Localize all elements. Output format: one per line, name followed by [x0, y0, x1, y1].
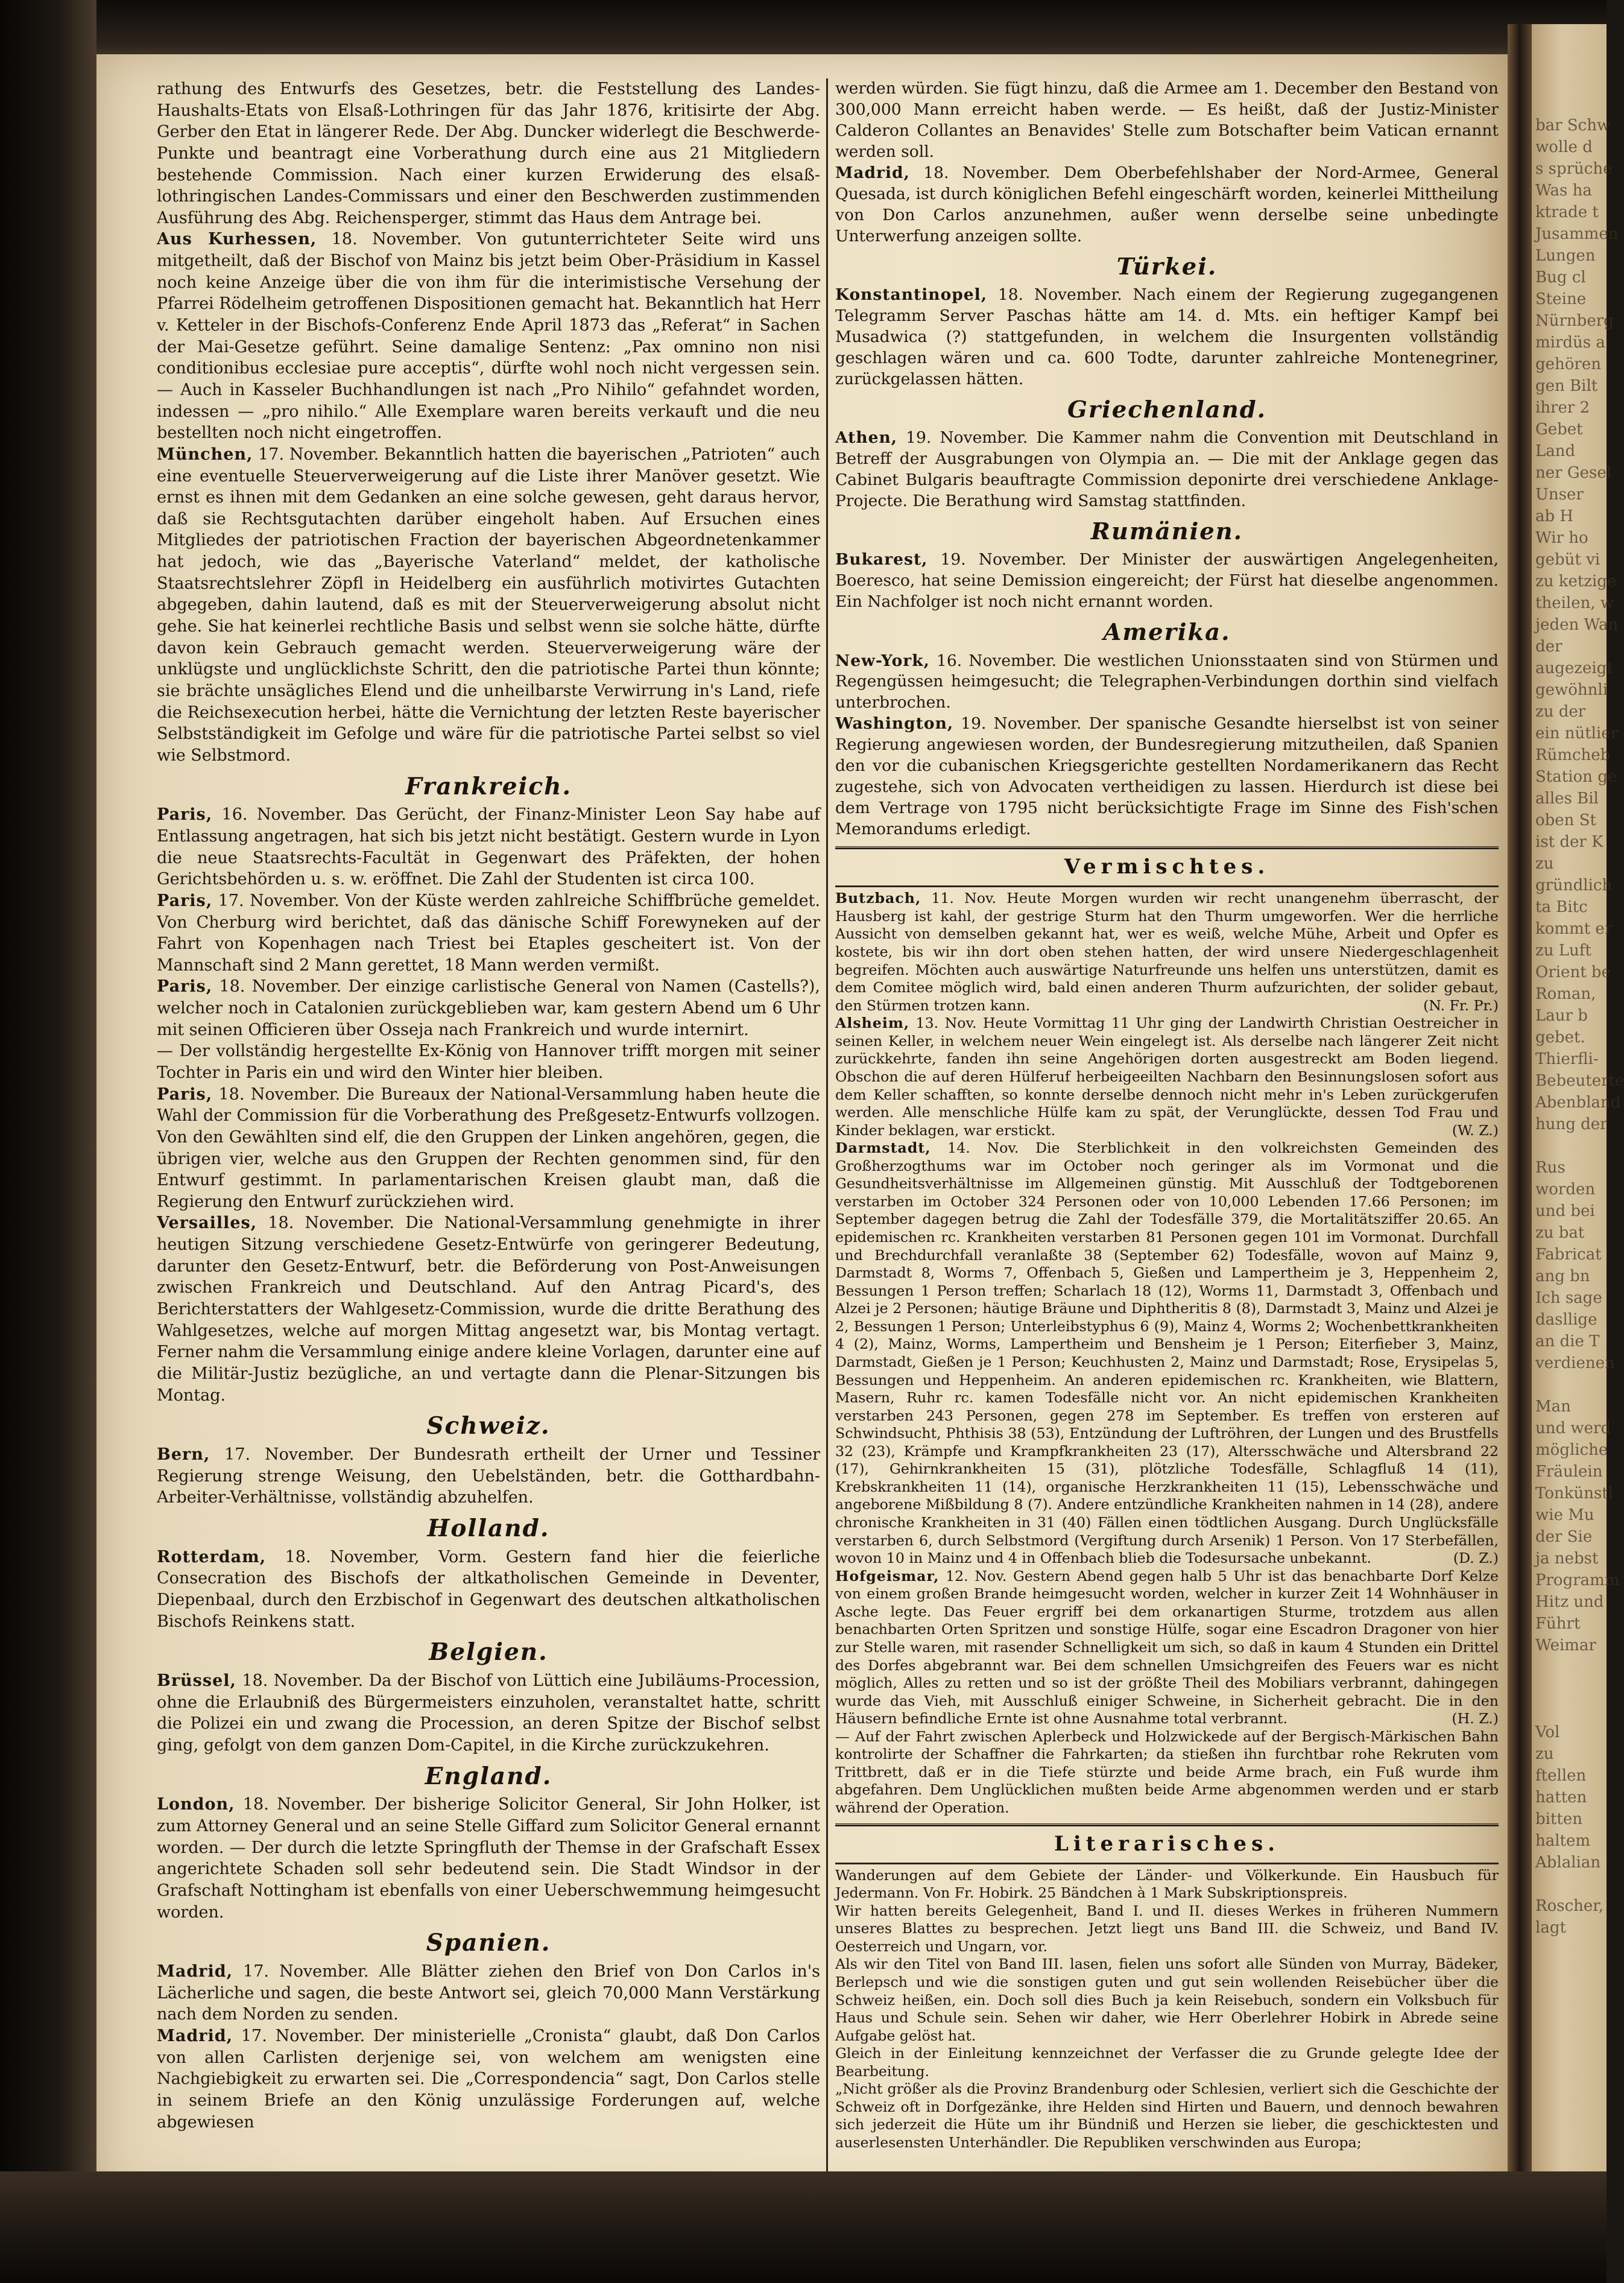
news-text: 18. November, Vorm. Gestern fand hier die feierliche Consecration des Bischofs der altkatholischen Gemeinde in Deventer, Diepenbaal, durch den Erzbischof in Gegenwart des deutschen altkatholischen Bischofs Reinkens statt. — [157, 1547, 820, 1631]
dateline-place: Madrid, — [835, 163, 910, 182]
facing-page-fragment: zu bat — [1535, 1224, 1585, 1242]
facing-page-fragment: verdienen — [1535, 1354, 1615, 1372]
facing-page-fragment: ftellen — [1535, 1767, 1587, 1785]
literarisches-heading: Literarisches. — [1054, 1831, 1280, 1856]
facing-page-fragment: theilen, w — [1535, 594, 1614, 612]
dateline-place: Alsheim, — [835, 1015, 910, 1032]
facing-page-fragment: bar Schw — [1535, 116, 1611, 135]
facing-page-fragment — [1535, 1873, 1607, 1895]
facing-page-fragment: und bei — [1535, 1202, 1595, 1220]
news-item — [157, 444, 820, 767]
scan-left-edge — [0, 0, 96, 2283]
facing-page-fragment: gründlich — [1535, 876, 1613, 895]
facing-page-fragment: Unser — [1535, 486, 1584, 504]
news-text: 18. November. Nach einem der Regierung zugegangenen Telegramm Server Paschas hätte am 14. d. Mts. ein heftiger Kampf bei Musadwica (?) stattgefunden, in welchem die Insurgenten vollständig geschlagen wären und ca. 600 Todte, darunter zahlreiche Montenegriner, zurückgelassen hätten. — [835, 285, 1499, 389]
dateline-place: Darmstadt, — [835, 1139, 931, 1157]
facing-page-fragment: hung der — [1535, 1115, 1608, 1133]
vermischtes-heading: Vermischtes. — [1064, 855, 1270, 879]
news-text: 18. November. Von gutunterrichteter Seite wird uns mitgetheilt, daß der Bischof von Mainz bis jetzt beim Ober-Präsidium in Kassel noch keine Anzeige über die von ihm für die interimistische Versehung der Pfarrei Rödelheim getroffenen Dispositionen gemacht hat. Bekanntlich hat Herr v. Ketteler in der Bischofs-Conferenz Ende April 1873 das „Referat“ in Sachen der Mai-Gesetze geführt. Seine damalige Sentenz: „Pax omnino non nisi conditionibus ecclesiae pure acceptis“, dürfte wohl noch nicht vergessen sein. — Auch in Kasseler Buchhandlungen ist nach „Pro Nihilo“ gefahndet worden, indessen — „pro nihilo.“ Alle Exemplare waren bereits verkauft und die neu bestellten noch nicht eingetroffen. — [157, 230, 820, 443]
facing-page-fragment: Man — [1535, 1398, 1571, 1416]
facing-page-fragment: und werd — [1535, 1419, 1611, 1437]
news-text: 17. November. Der ministerielle „Cronista“ glaubt, daß Don Carlos von allen Carlisten derjenige sei, von welchem am wenigsten eine Nachgiebigkeit zu erwarten sei. Die „Correspondencia“ sagt, Don Carlos stelle in seinem Briefe an den König unzulässige Forderungen auf, welche abgewiesen — [157, 2027, 820, 2132]
facing-page-fragment: alles Bil — [1535, 790, 1599, 808]
news-item — [157, 1084, 820, 1213]
dateline-place: Athen, — [835, 428, 897, 448]
facing-page-fragment: jeden Wan — [1535, 616, 1619, 634]
source-credit: (N. Fr. Pr.) — [1423, 996, 1499, 1014]
section-heading: Schweiz. — [426, 1412, 551, 1440]
facing-page-fragment: Führt — [1535, 1615, 1581, 1633]
facing-page-fragment: mögliche — [1535, 1441, 1608, 1459]
facing-page-fragment: haltem — [1535, 1832, 1591, 1850]
dateline-place: Washington, — [835, 714, 954, 733]
section-rule — [835, 846, 1499, 849]
facing-page-fragment: der — [1535, 638, 1562, 656]
dateline-place: Hofgeismar, — [835, 1567, 940, 1585]
facing-page-fragment: Bug cl — [1535, 268, 1586, 287]
news-item — [157, 976, 820, 1040]
section-heading: Türkei. — [1116, 253, 1218, 280]
news-item — [835, 163, 1499, 247]
facing-page-fragment: lagt — [1535, 1919, 1566, 1937]
news-item — [157, 1670, 820, 1756]
facing-page-fragment — [1535, 1700, 1607, 1721]
facing-page-fragment: ja nebst — [1535, 1550, 1599, 1568]
news-item — [157, 890, 820, 977]
facing-page-fragment: s sprüche — [1535, 160, 1613, 178]
facing-page-fragment: zu — [1535, 855, 1554, 873]
dateline-place: Versailles, — [157, 1214, 258, 1233]
facing-page-fragment — [1535, 1135, 1607, 1157]
dateline-place: Paris, — [157, 891, 213, 910]
dateline-place: Rotterdam, — [157, 1547, 267, 1566]
facing-page-fragment: Roman, — [1535, 985, 1596, 1003]
facing-page-fragment: gebüt vi — [1535, 551, 1600, 569]
literarisches-paragraph: Wanderungen auf dem Gebiete der Länder- und Völkerkunde. Ein Hausbuch für Jedermann. Von Fr. Hobirk. 25 Bändchen à 1 Mark Subskriptionspreis. — [835, 1866, 1499, 1902]
facing-page-fragment: ner Gesel — [1535, 464, 1612, 482]
news-text: 17. November. Bekanntlich hatten die bayerischen „Patrioten“ auch eine eventuelle Steuerverweigerung auf die Liste ihrer Manöver gesetzt. Wie ernst es ihnen mit dem Gedanken an eine solche gewesen, geht daraus hervor, daß sie Rechtsgutachten darüber eingeholt haben. Auf Ersuchen eines Mitgliedes der patriotischen Fraction der bayerischen Abgeordnetenkammer hat jedoch, wie das „Bayerische Vaterland“ meldet, der katholische Staatsrechtslehrer Zöpfl in Heidelberg ein ausführlich motivirtes Gutachten abgegeben, dahin lautend, daß es mit der Steuerverweigerung absolut nicht gehe. Sie hat keinerlei rechtliche Basis und selbst wenn sie solche hätte, dürfte davon kein Gebrauch gemacht werden. Steuerverweigerung wäre der unklügste und unglücklichste Schritt, den die patriotische Partei thun könnte; sie brächte unsägliches Elend und die unheilbarste Verwirrung in's Land, riefe die Reichsexecution herbei, hätte die Vernichtung der letzten Reste bayerischer Selbstständigkeit im Gefolge und wäre für die patriotische Partei selbst so viel wie Selbstmord. — [157, 445, 820, 765]
news-item — [157, 2025, 820, 2133]
facing-page-fragment: mirdüs a — [1535, 334, 1605, 352]
section-rule — [835, 1823, 1499, 1826]
news-text: 18. November. Der bisherige Solicitor General, Sir John Holker, ist zum Attorney General und an seine Stelle Giffard zum Solicitor General ernannt worden. — Der durch die letzte Springfluth der Themse in der Grafschaft Essex angerichtete Schaden soll sehr bedeutend sein. Die Stadt Windsor in der Grafschaft Nottingham ist ebenfalls von einer Ueberschwemmung heimgesucht worden. — [157, 1795, 820, 1922]
facing-page-fragment: ein nütlier — [1535, 724, 1619, 743]
news-item — [835, 651, 1499, 714]
facing-page-fragment: hatten — [1535, 1788, 1587, 1806]
right-column — [835, 78, 1499, 2152]
facing-page-fragment: Fabricat — [1535, 1246, 1602, 1264]
news-paragraph: werden würden. Sie fügt hinzu, daß die Armee am 1. December den Bestand von 300,000 Mann erreicht haben werde. — Es heißt, daß der Justiz-Minister Calderon Collantes an Benavides' Stelle zum Botschafter beim Vatican ernannt werden soll. — [835, 79, 1499, 161]
section-heading: Griechenland. — [1067, 396, 1267, 423]
dateline-place: Paris, — [157, 1085, 213, 1104]
facing-page-fragment: Hitz und — [1535, 1593, 1604, 1611]
facing-page-text — [1532, 24, 1624, 1939]
news-text: 18. November. Dem Oberbefehlshaber der Nord-Armee, General Quesada, ist durch königlichen Befehl eingeschärft worden, keinerlei Mittheilung von Don Carlos anzunehmen, außer wenn derselbe seine unbedingte Unterwerfung anzeigen sollte. — [835, 163, 1499, 245]
facing-page-fragment: Steine — [1535, 290, 1587, 308]
facing-page-fragment: zu ketzige — [1535, 572, 1617, 591]
news-text: 19. November. Der Minister der auswärtigen Angelegenheiten, Boeresco, hat seine Demission eingereicht; der Fürst hat dieselbe angenommen. Ein Nachfolger ist noch nicht ernannt worden. — [835, 550, 1499, 612]
facing-page-fragment: bitten — [1535, 1810, 1582, 1828]
vermischtes-section — [835, 890, 1499, 1817]
literarisches-paragraph: Gleich in der Einleitung kennzeichnet der Verfasser die zu Grunde gelegte Idee der Bearbeitung. — [835, 2045, 1499, 2080]
news-item — [835, 285, 1499, 390]
facing-page-fragment: worden — [1535, 1180, 1596, 1198]
news-text: 11. Nov. Heute Morgen wurden wir recht unangenehm überrascht, der Hausberg ist kahl, der gestrige Sturm hat den Thurm umgeworfen. Wer die herrliche Aussicht von demselben gekannt hat, wer es weiß, welche Mühe, Arbeit und Opfer es kostete, bis wir ihn dort oben stehen hatten, der wird unsere Niedergeschlagenheit begreifen. Möchten auch auswärtige Naturfreunde uns helfen uns unterstützen, damit es dem Comitee möglich wird, bald einen anderen Thurm aufzurichten, der solider gebaut, den Stürmen trotzen kann. — [835, 890, 1499, 1014]
facing-page-fragment: Abenbland — [1535, 1094, 1621, 1112]
facing-page-fragment: dasllige — [1535, 1311, 1597, 1329]
dateline-place: Konstantinopel, — [835, 285, 987, 305]
news-item — [157, 804, 820, 890]
facing-page-fragment: Gebet — [1535, 420, 1583, 439]
literarisches-section — [835, 1867, 1499, 2152]
dateline-place: München, — [157, 445, 253, 464]
facing-page-fragment: zu — [1535, 1745, 1554, 1763]
section-heading: England. — [425, 1762, 552, 1790]
section-heading: Amerika. — [1103, 619, 1231, 647]
section-rule — [835, 1863, 1499, 1864]
facing-page-fragment: Jusammen — [1535, 225, 1619, 243]
facing-page-fragment: Fräulein — [1535, 1463, 1603, 1481]
facing-page-fragment: Station ge — [1535, 768, 1617, 786]
facing-page-fragment: Nürnberg — [1535, 312, 1614, 330]
facing-page-fragment: augezeigt — [1535, 659, 1613, 677]
news-text: 16. November. Das Gerücht, der Finanz-Minister Leon Say habe auf Entlassung angetragen, hat sich bis jetzt nicht bestätigt. Gestern wurde in Lyon die neue Staatsrechts-Facultät in Gegenwart des Präfekten, der hohen Gerichtsbehörden u. s. w. eröffnet. Die Zahl der Studenten ist circa 100. — [157, 805, 820, 889]
news-text: 18. November. Die National-Versammlung genehmigte in ihrer heutigen Sitzung verschiedene Gesetz-Entwürfe von geringerer Bedeutung, darunter den Gesetz-Entwurf, betr. die Beförderung von Post-Anweisungen zwischen Frankreich und Deutschland. Auf den Antrag Picard's, des Berichterstatters der Wahlgesetz-Commission, wurde die dritte Berathung des Wahlgesetzes, welche auf morgen Mittag angesetzt war, bis Montag vertagt. Ferner nahm die Versammlung einige andere kleine Vorlagen, darunter eine auf die Militär-Justiz bezügliche, an und vertagte dann die Plenar-Sitzungen bis Montag. — [157, 1214, 820, 1405]
facing-page-fragment: Orient be — [1535, 963, 1611, 981]
vermischtes-item — [835, 890, 1499, 1015]
facing-page-fragment: Weimar — [1535, 1636, 1596, 1654]
facing-page-fragment: Ich sage — [1535, 1289, 1602, 1307]
news-text: 17. November. Der Bundesrath ertheilt der Urner und Tessiner Regierung strenge Weisung, den Uebelständen, betr. die Gotthardbahn-Arbeiter-Verhältnisse, vollständig abzuhelfen. — [157, 1445, 820, 1507]
facing-page-fragment: oben St — [1535, 811, 1596, 829]
literarisches-paragraph: Wir hatten bereits Gelegenheit, Band I. und II. dieses Werkes in früheren Nummern unseres Blattes zu besprechen. Jetzt liegt uns Band III. die Schweiz, und Band IV. Oesterreich und Ungarn, vor. — [835, 1902, 1499, 1955]
dateline-place: Paris, — [157, 977, 213, 996]
facing-page-fragment: Land — [1535, 442, 1576, 460]
facing-page-fragment: Rus — [1535, 1159, 1566, 1177]
facing-page-fragment: Tonkünstl — [1535, 1484, 1614, 1502]
facing-page-fragment: ist der K — [1535, 833, 1603, 851]
facing-page-fragment: gen Bilt — [1535, 377, 1598, 395]
facing-page-fragment: ihrer 2 — [1535, 399, 1590, 417]
facing-page-fragment — [1535, 1678, 1607, 1700]
facing-page-fragment: zu Luft — [1535, 942, 1591, 960]
source-credit: (W. Z.) — [1452, 1121, 1499, 1139]
facing-page-fragment: gehören — [1535, 355, 1601, 373]
facing-page-fragment: Lungen — [1535, 247, 1596, 265]
facing-page-fragment: an die T — [1535, 1332, 1600, 1350]
section-heading: Spanien. — [426, 1929, 551, 1957]
facing-page-fragment: ta Bitc — [1535, 898, 1588, 916]
news-text: 18. November. Der einzige carlistische General von Namen (Castells?), welcher noch in Catalonien zurückgeblieben war, kam gestern Abend um 6 Uhr mit seinen Officieren über Osseja nach Frankreich und wurde internirt. — [157, 977, 820, 1039]
news-text: — Auf der Fahrt zwischen Aplerbeck und Holzwickede auf der Bergisch-Märkischen Bahn kontrolirte der Schaffner die Fahrkarten; da stießen ihn furchtbar rohe Rekruten vom Trittbrett, daß er in die Tiefe stürzte und beide Arme brach, ein Fuß wurde ihm abgefahren. Dem Unglücklichen mußten beide Arme abgenommen werden und er starb während der Operation. — [835, 1727, 1499, 1817]
news-text: 16. November. Die westlichen Unionsstaaten sind von Stürmen und Regengüssen heimgesucht; die Telegraphen-Verbindungen dorthin sind vielfach unterbrochen. — [835, 651, 1499, 712]
dateline-place: Butzbach, — [835, 890, 921, 907]
news-paragraph: rathung des Entwurfs des Gesetzes, betr. die Feststellung des Landes-Haushalts-Etats von Elsaß-Lothringen für das Jahr 1876, kritisirte der Abg. Gerber den Etat in längerer Rede. Der Abg. Duncker widerlegt die Beschwerde-Punkte und beantragt eine Vorberathung durch eine aus 21 Mitgliedern bestehende Commission. Nach einer kurzen Erwiderung des elsaß-lothringischen Landes-Commissars und einer den Beschwerden zustimmenden Ausführung des Abg. Reichensperger, stimmt das Haus dem Antrage bei. — [157, 80, 820, 227]
facing-page-fragment — [1535, 1656, 1607, 1678]
facing-page-fragment: ab H — [1535, 507, 1574, 525]
column-divider — [826, 78, 828, 2177]
news-item — [157, 1547, 820, 1633]
dateline-place: Bern, — [157, 1445, 210, 1464]
right-news-section — [835, 78, 1499, 840]
facing-page-fragment: wolle d — [1535, 138, 1593, 156]
scan-bottom-edge — [0, 2171, 1607, 2283]
facing-page-fragment: Thierfli- — [1535, 1050, 1599, 1068]
facing-page-fragment: gewöhnli — [1535, 681, 1608, 699]
news-text: 18. November. Da der Bischof von Lüttich eine Jubiläums-Procession, ohne die Erlaubniß des Bürgermeisters einzuholen, veranstaltet hatte, schritt die Polizei ein und zwang die Procession, an deren Spitze der Bischof selbst ging, gefolgt von dem ganzen Dom-Capitel, in die Kirche zurückzukehren. — [157, 1671, 820, 1755]
news-text: 17. November. Alle Blätter ziehen den Brief von Don Carlos in's Lächerliche und sagen, die beste Antwort sei, gleich 70,000 Mann Verstärkung nach dem Norden zu senden. — [157, 1962, 820, 2024]
news-item — [835, 714, 1499, 840]
scan-top-edge — [0, 0, 1607, 54]
news-item — [157, 1961, 820, 2025]
literarisches-paragraph: Als wir den Titel von Band III. lasen, fielen uns sofort alle Sünden von Murray, Bädeker, Berlepsch und wie die sonstigen guten und gut sein wollenden Reisebücher über die Schweiz heißen, ein. Doch soll dies Buch ja kein Reisebuch, sondern ein Volksbuch für Haus und Schule sein. Sehen wir daher, wie Herr Oberlehrer Hobirk in Abrede seine Aufgabe gelöst hat. — [835, 1955, 1499, 2044]
dateline-place: London, — [157, 1795, 235, 1814]
dateline-place: Bukarest, — [835, 550, 928, 569]
facing-page-fragment: ktrade t — [1535, 203, 1599, 221]
facing-page-fragment: gebet. — [1535, 1028, 1585, 1047]
vermischtes-item — [835, 1139, 1499, 1568]
section-heading: Belgien. — [429, 1638, 548, 1667]
facing-page-fragment: Bebeuterte — [1535, 1072, 1624, 1090]
section-rule — [835, 885, 1499, 887]
book-gutter — [1508, 24, 1532, 2208]
news-text: 13. Nov. Heute Vormittag 11 Uhr ging der Landwirth Christian Oestreicher in seinen Keller, in welchem neuer Wein eingelegt ist. Als derselbe nach längerer Zeit nicht zurückkehrte, fanden ihn seine Angehörigen dorten ausgestreckt am Boden liegend. Obschon die auf deren Hülferuf herbeigeeilten Nachbarn den Besinnungslosen sofort aus dem Keller schafften, so konnte derselbe dennoch nicht mehr in's Leben zurückgerufen werden. Alle menschliche Hülfe kam zu spät, der Verunglückte, dessen Tod Frau und Kinder beklagen, war erstickt. — [835, 1015, 1499, 1139]
news-item — [157, 1794, 820, 1923]
news-text: 19. November. Der spanische Gesandte hierselbst ist von seiner Regierung angewiesen worden, der Bundesregierung mitzutheilen, daß Spanien den vor die cubanischen Kriegsgerichte gestellten Nordamerikanern das Recht zugestehe, sich von Advocaten vertheidigen zu lassen. Hierdurch ist diese bei dem Vertrage von 1795 nicht berücksichtigte Frage im Sinne des Fish'schen Memorandums erledigt. — [835, 714, 1499, 839]
section-heading: Frankreich. — [405, 772, 572, 800]
news-text: 14. Nov. Die Sterblichkeit in den volkreichsten Gemeinden des Großherzogthums war im October noch geringer als im Vormonat und die Gesundheitsverhältnisse im Allgemeinen günstig. Mit Ausschluß der Todtgeborenen verstarben im October 324 Personen oder von 10,000 Lebenden 17.66 Personen; im September dagegen betrug die Zahl der Todesfälle 379, die Mortalitätsziffer 20.65. An epidemischen rc. Krankheiten verstarben 81 Personen gegen 101 im Vormonat. Durchfall und Brechdurchfall veranlaßte 38 (September 62) Todesfälle, wovon auf Mainz 9, Darmstadt 8, Worms 7, Offenbach 5, Gießen und Lampertheim je 3, Heppenheim 2, Bessungen 1 Person treffen; Scharlach 18 (12), Worms 11, Darmstadt 3, Offenbach und Alzei je 2 Personen; häutige Bräune und Diphtheritis 8 (8), Darmstadt 3, Mainz und Alzei je 2, Bessungen 1 Person; Unterleibstyphus 6 (9), Mainz 4, Worms 2; Wochenbettkrankheiten 4 (2), Mainz, Worms, Lampertheim und Bensheim je 1 Person; Eiterfieber 3, Mainz, Darmstadt, Gießen je 1 Person; Keuchhusten 2, Mainz und Darmstadt; Rose, Erysipelas 5, Bessungen und Heppenheim. An anderen epidemischen rc. Krankheiten, wie Blattern, Masern, Ruhr rc. kamen Todesfälle nicht vor. An nicht epidemischen Krankheiten verstarben 243 Personen, gegen 278 im September. Es treffen von ersteren auf Schwindsucht, Phthisis 38 (53), Entzündung der Luftröhren, der Lungen und des Brustfells 32 (23), Krämpfe und Krampfkrankheiten 23 (17), Altersschwäche und Altersbrand 22 (17), Gehirnkrankheiten 15 (31), plötzliche Todesfälle, Schlagfluß 14 (11), Krebskrankheiten 11 (14), organische Herzkrankheiten 11 (15), Lebensschwäche und angeborene Mißbildung 8 (7). Andere entzündliche Krankheiten nahmen in 14 (28), andere chronische Krankheiten in 31 (40) Fällen einen tödtlichen Ausgang. Durch Unglücksfälle verstarben 6, durch Selbstmord (Vergiftung durch Arsenik) 1 Person. Von 17 Sterbefällen, wovon 10 in Mainz und 4 in Offenbach blieb die Todesursache unbekannt. — [835, 1139, 1499, 1567]
news-item — [835, 549, 1499, 613]
news-item — [157, 1212, 820, 1406]
news-text: 18. November. Die Bureaux der National-Versammlung haben heute die Wahl der Commission für die Vorberathung des Preßgesetz-Entwurfs vollzogen. Von den Gewählten sind elf, die den Gruppen der Linken angehören, gegen, die übrigen vier, welche aus den Gruppen der Rechten genommen sind, für den Entwurf gestimmt. In parlamentarischen Kreisen glaubt man, daß die Regierung den Entwurf zurückziehen wird. — [157, 1085, 820, 1211]
facing-page-fragment: Ablalian — [1535, 1854, 1601, 1872]
dateline-place: New-York, — [835, 651, 930, 670]
source-credit: (H. Z.) — [1452, 1710, 1499, 1727]
news-text: 17. November. Von der Küste werden zahlreiche Schiffbrüche gemeldet. Von Cherburg wird berichtet, daß das dänische Schiff Forewyneken auf der Fahrt von Kopenhagen nach Triest bei Etaples gescheitert ist. Von der Mannschaft sind 2 Mann gerettet, 18 Mann werden vermißt. — [157, 891, 820, 975]
facing-page-fragment: Laur b — [1535, 1007, 1588, 1025]
news-text: 19. November. Die Kammer nahm die Convention mit Deutschland in Betreff der Ausgrabungen von Olympia an. — Die mit der Anklage gegen das Cabinet Bulgaris beauftragte Commission deponirte drei verschiedene Anklage-Projecte. Die Berathung wird Samstag stattfinden. — [835, 428, 1499, 511]
facing-page-fragment: Rümcheb — [1535, 746, 1611, 764]
facing-page-fragment: Wir ho — [1535, 529, 1588, 547]
news-item — [157, 1444, 820, 1509]
source-credit: (D. Z.) — [1453, 1550, 1499, 1567]
dateline-place: Paris, — [157, 805, 213, 825]
section-heading: Rumänien. — [1090, 518, 1243, 546]
vermischtes-item — [835, 1568, 1499, 1728]
vermischtes-item — [835, 1728, 1499, 1817]
news-item — [835, 428, 1499, 512]
facing-page-fragment: ang bn — [1535, 1267, 1590, 1285]
facing-page-fragment — [1535, 1374, 1607, 1396]
literarisches-paragraph: „Nicht größer als die Provinz Brandenburg oder Schlesien, verliert sich die Geschichte der Schweiz oft in Dorfgezänke, ihre Helden sind Hirten und Bauern, und dennoch bewahren sich jederzeit die Hüte um ihr Bündniß und Herzen sie lieber, die geschicktesten und auserlesensten Unterhändler. Die Republiken verschwinden aus Europa; — [835, 2080, 1499, 2152]
facing-page-edge — [1532, 24, 1624, 2196]
facing-page-fragment: Was ha — [1535, 182, 1592, 200]
left-column — [157, 78, 820, 2133]
facing-page-fragment: Vol — [1535, 1723, 1560, 1741]
section-heading: Holland. — [427, 1514, 550, 1542]
dateline-place: Aus Kurhessen, — [157, 230, 317, 249]
dateline-place: Madrid, — [157, 2027, 233, 2046]
facing-page-fragment: wie Mu — [1535, 1506, 1594, 1524]
vermischtes-item — [835, 1015, 1499, 1139]
dateline-place: Brüssel, — [157, 1671, 236, 1691]
news-item — [157, 229, 820, 443]
news-paragraph: — Der vollständig hergestellte Ex-König von Hannover trifft morgen mit seiner Tochter in Paris ein und wird den Winter hier bleiben. — [157, 1042, 820, 1082]
facing-page-fragment: der Sie — [1535, 1528, 1593, 1546]
facing-page-fragment: zu der — [1535, 703, 1586, 721]
facing-page-fragment: kommt er — [1535, 920, 1613, 938]
facing-page-fragment: Programm — [1535, 1571, 1620, 1589]
facing-page-fragment: Roscher, — [1535, 1897, 1604, 1915]
news-text: 12. Nov. Gestern Abend gegen halb 5 Uhr ist das benachbarte Dorf Kelze von einem großen Brande heimgesucht worden, welcher in kurzer Zeit 14 Wohnhäuser in Asche legte. Das Feuer ergriff bei dem orkanartigen Sturme, trotzdem aus allen benachbarten Orten Spritzen und sonstige Hülfe, sogar eine Escadron Dragoner von hier zur Stelle waren, mit rasender Schnelligkeit um sich, so daß in kaum 4 Stunden ein Drittel des Dorfes abgebrannt war. Bei dem schnellen Umsichgreifen des Feuers war es nicht möglich, Alles zu retten und so ist der größte Theil des Mobiliars verbrannt, dahingegen wurde das Vieh, mit Ausschluß einiger Schweine, in Sicherheit gebracht. Die in den Häusern befindliche Ernte ist ohne Ausnahme total verbrannt. — [835, 1567, 1499, 1727]
dateline-place: Madrid, — [157, 1962, 233, 1981]
